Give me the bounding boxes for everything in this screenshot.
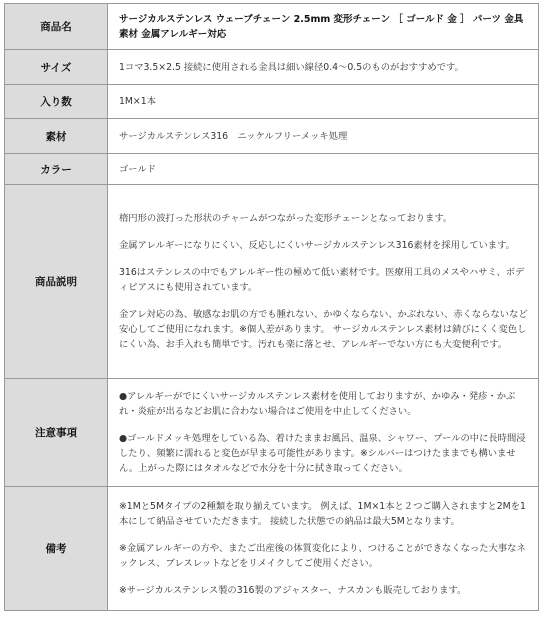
remarks-paragraph: ※1Mと5Mタイプの2種類を取り揃えています。 例えば、1M×1本と２つご購入されますと2Mを1本にして納品させていただきます。 接続した状態での納品は最大5Mとなります。 (119, 501, 526, 527)
label-notes: 注意事項 (5, 379, 108, 487)
row-size (5, 50, 539, 85)
quantity-text: 1M×1本 (119, 96, 156, 107)
row-product-name (5, 4, 539, 50)
value-remarks (108, 487, 539, 611)
color-text: ゴールド (119, 163, 157, 175)
row-quantity (5, 85, 539, 119)
label-color: カラー (5, 154, 108, 185)
description-paragraph: 楕円形の波打った形状のチャームがつながった変形チェーンとなっております。 (119, 213, 453, 224)
row-description (5, 185, 539, 379)
notes-paragraph: ●ゴールドメッキ処理をしている為、着けたままお風呂、温泉、シャワー、プールの中に長時間浸したり、頻繁に濡れると変色が早まる可能性があります。※シルバーはつけたままでも構いません。上がった際にはタオルなどで水分を十分に拭き取ってください。 (119, 433, 526, 474)
label-description: 商品説明 (5, 185, 108, 379)
product-name-text: サージカルステンレス ウェーブチェーン 2.5mm 変形チェーン ［ ゴールド 金 ］ パーツ 金具 素材 金属アレルギー対応 (119, 13, 524, 40)
notes-paragraph: ●アレルギーがでにくいサージカルステンレス素材を使用しておりますが、かゆみ・発疹・かぶれ・炎症が出るなどお肌に合わない場合はご使用を中止してください。 (119, 391, 516, 417)
row-material (5, 119, 539, 154)
product-spec-table (4, 3, 539, 611)
label-product-name: 商品名 (5, 4, 108, 50)
row-notes (5, 379, 539, 487)
material-text: サージカルステンレス316 ニッケルフリーメッキ処理 (119, 130, 348, 142)
label-quantity: 入り数 (5, 85, 108, 119)
row-color (5, 154, 539, 185)
value-description (108, 185, 539, 379)
value-material (108, 119, 539, 154)
value-notes (108, 379, 539, 487)
label-size: サイズ (5, 50, 108, 85)
value-size (108, 50, 539, 85)
description-paragraph: 316はステンレスの中でもアレルギー性の極めて低い素材です。医療用工具のメスやハサミ、ボディピアスにも使用されています。 (119, 267, 525, 293)
label-remarks: 備考 (5, 487, 108, 611)
description-paragraph: 金アレ対応の為、敏感なお肌の方でも腫れない、かゆくならない、かぶれない、赤くならないなど安心してご使用になれます。※個人差があります。 サージカルステンレス素材は錆びにくく変色しにくい為、お手入れも簡単です。汚れも楽に落とせ、アレルギーでない方にも大変便利です。 (119, 309, 528, 350)
value-color (108, 154, 539, 185)
row-remarks (5, 487, 539, 611)
remarks-paragraph: ※サージカルステンレス製の316製のアジャスター、ナスカンも販売しております。 (119, 585, 467, 596)
remarks-paragraph: ※金属アレルギーの方や、またご出産後の体質変化により、つけることができなくなった大事なネックレス、ブレスレットなどをリメイクしてご使用ください。 (119, 543, 526, 569)
size-text: 1コマ3.5×2.5 接続に使用される金具は細い線径0.4～0.5のものがおすすめです。 (119, 61, 464, 73)
description-paragraph: 金属アレルギーになりにくい、反応しにくいサージカルステンレス316素材を採用しています。 (119, 240, 515, 251)
label-material: 素材 (5, 119, 108, 154)
value-quantity (108, 85, 539, 119)
value-product-name (108, 4, 539, 50)
